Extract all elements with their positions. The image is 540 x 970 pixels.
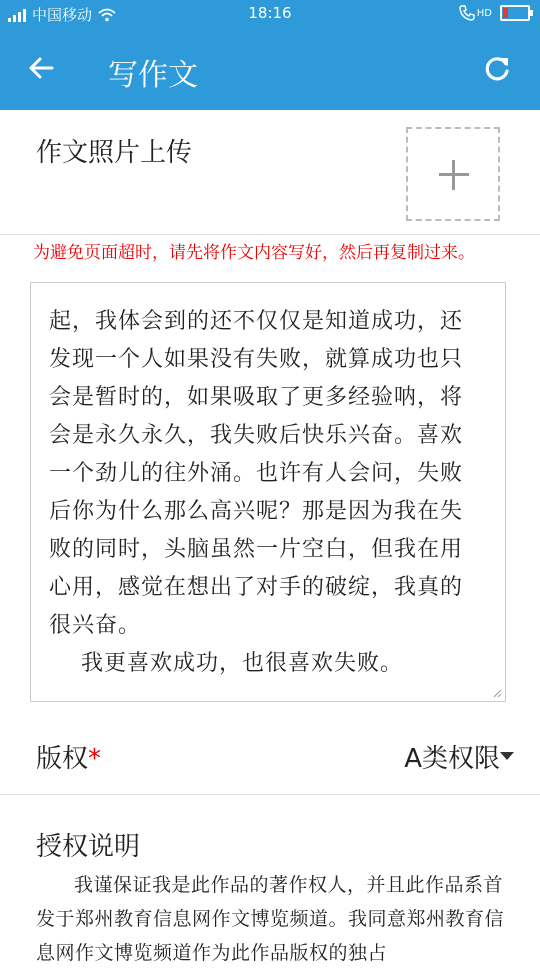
add-photo-button[interactable] xyxy=(406,127,500,221)
carrier-name: 中国移动 xyxy=(32,6,93,24)
copyright-row[interactable] xyxy=(0,710,540,795)
app-bar xyxy=(0,28,540,110)
photo-upload-row xyxy=(0,110,540,235)
required-mark: * xyxy=(88,744,102,774)
copyright-select[interactable]: A类权限 xyxy=(404,744,500,774)
battery-icon xyxy=(500,5,530,21)
essay-content[interactable]: 起，我体会到的还不仅仅是知道成功，还 发现一个人如果没有失败，就算成功也只 会是暂时的，如果吸取了更多经验呐，将 会是永久永久，我失败后快乐兴奋。喜欢 一个劲儿的往外涌。也许有人会问，失败 后你为什么那么高兴呢？那是因为我在失 败的同时，头脑虽然一片空白，但我在用 心用，感觉在想出了对手的破绽，我真的 很兴奋。 我更喜欢成功，也很喜欢失败。 xyxy=(49,309,464,676)
back-arrow-icon[interactable] xyxy=(26,52,58,84)
status-time: 18:16 xyxy=(248,4,292,22)
status-right xyxy=(459,5,530,21)
chevron-down-icon[interactable] xyxy=(500,752,514,760)
page-title: 写作文 xyxy=(108,58,198,93)
status-bar xyxy=(0,0,540,28)
resize-handle-icon[interactable] xyxy=(492,688,502,698)
timeout-warning: 为避免页面超时，请先将作文内容写好，然后再复制过来。 xyxy=(33,243,475,263)
refresh-icon[interactable] xyxy=(482,54,512,84)
authorization-title: 授权说明 xyxy=(36,832,141,862)
call-icon xyxy=(459,5,475,21)
copyright-label xyxy=(36,738,101,775)
copyright-label-text: 版权 xyxy=(36,744,89,774)
authorization-text: 我谨保证我是此作品的著作权人，并且此作品系首发于郑州教育信息网作文博览频道。我同意郑州教育信息网作文博览频道作为此作品版权的独占 xyxy=(36,874,505,964)
hd-badge: HD xyxy=(476,7,492,19)
essay-textarea[interactable] xyxy=(30,282,506,702)
photo-upload-label: 作文照片上传 xyxy=(36,138,193,168)
